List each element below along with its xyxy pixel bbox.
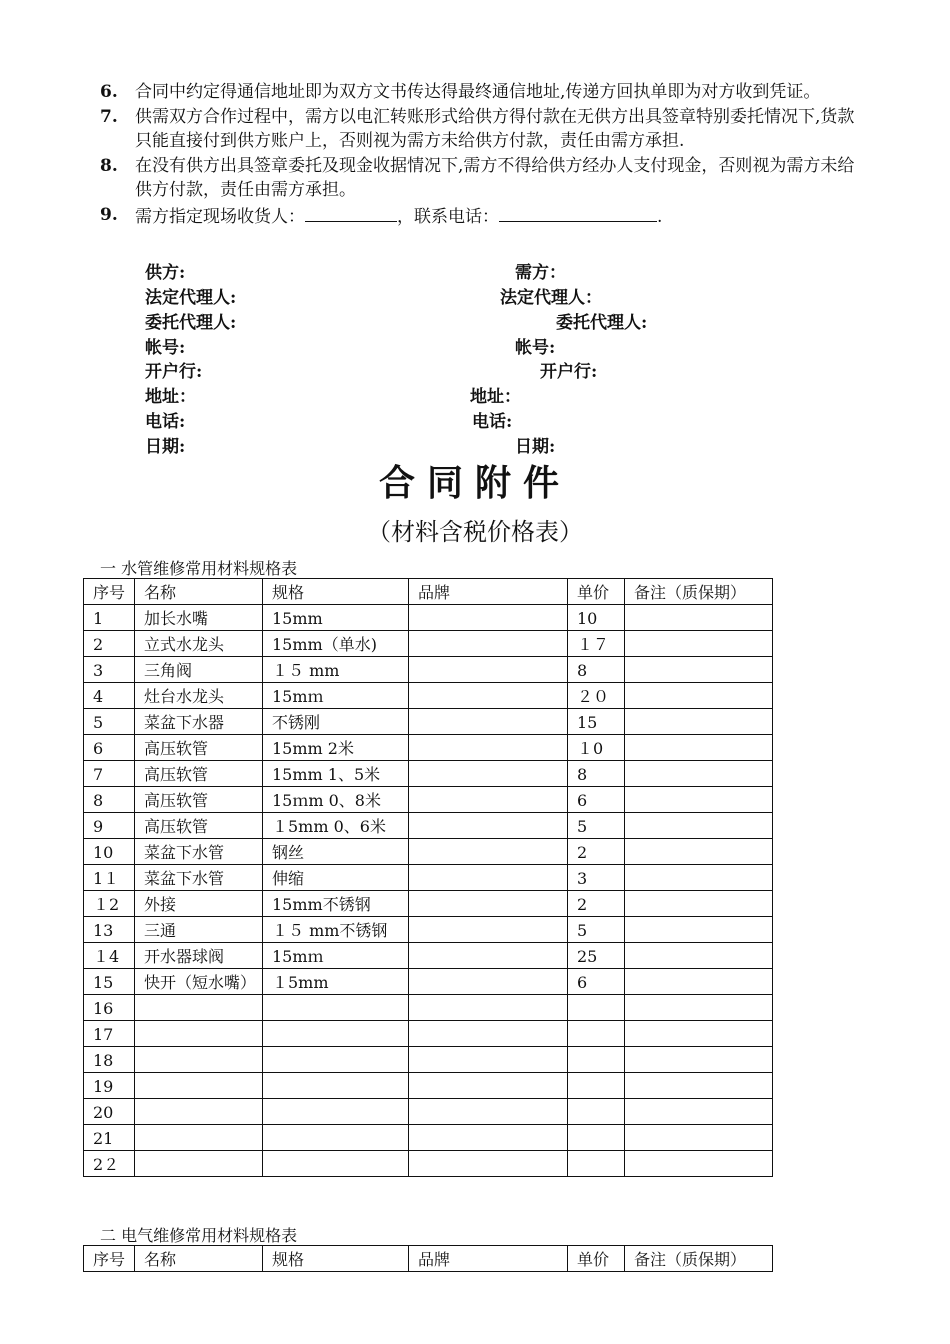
table-row-cell: 2: [568, 891, 625, 917]
table-row-cell: [625, 1047, 773, 1073]
table-row-cell: 3: [84, 657, 135, 683]
table-header: [84, 579, 773, 605]
table-row-cell: [625, 1073, 773, 1099]
supplier-legal-rep: 法定代理人:: [145, 288, 237, 308]
table-row: [84, 839, 773, 865]
table-row-cell: [135, 1125, 263, 1151]
table-row-cell: [135, 995, 263, 1021]
table-row-cell: [409, 631, 568, 657]
clause-text: 在没有供方出具签章委托及现金收据情况下,需方不得给供方经办人支付现金，否则视为需方未给供方付款，责任由需方承担。: [135, 155, 855, 200]
table-row-cell: １７: [568, 631, 625, 657]
table-row-cell: 高压软管: [135, 761, 263, 787]
table-row-cell: 外接: [135, 891, 263, 917]
table-row-cell: [568, 1125, 625, 1151]
table-row-cell: [409, 1047, 568, 1073]
table-row-cell: 18: [84, 1047, 135, 1073]
table-row: [84, 605, 773, 631]
table-row-cell: [409, 1021, 568, 1047]
table-row-cell: [263, 1151, 409, 1177]
receiver-label: 需方指定现场收货人：: [135, 206, 305, 227]
table-header-cell: 名称: [135, 579, 263, 605]
table-row-cell: [625, 657, 773, 683]
table-row-cell: 15mm（单水): [263, 631, 409, 657]
table-row-cell: １4: [84, 943, 135, 969]
table-row-cell: 8: [568, 657, 625, 683]
table-row-cell: 6: [84, 735, 135, 761]
clause-8: [100, 154, 865, 203]
table-row-cell: 4: [84, 683, 135, 709]
table-row: [84, 1099, 773, 1125]
table-row: [84, 865, 773, 891]
supplier-address: 地址：: [145, 387, 196, 407]
table-row: [84, 995, 773, 1021]
supplier-date: 日期:: [145, 437, 186, 457]
table-row-cell: 开水器球阀: [135, 943, 263, 969]
table-row-cell: 不锈刚: [263, 709, 409, 735]
table-header-cell: 品牌: [409, 1246, 568, 1272]
table-header-cell: 单价: [568, 1246, 625, 1272]
table-row-cell: １5mm 0、6米: [263, 813, 409, 839]
table-row-cell: [409, 735, 568, 761]
table-row-cell: 菜盆下水管: [135, 839, 263, 865]
table-row-cell: 15mｍ: [263, 683, 409, 709]
table-row-cell: [135, 1099, 263, 1125]
table-row-cell: 5: [568, 917, 625, 943]
table-row-cell: 5: [568, 813, 625, 839]
table-row-cell: [568, 1151, 625, 1177]
table-row-cell: [568, 995, 625, 1021]
table-row-cell: [625, 917, 773, 943]
table-row-cell: [263, 1125, 409, 1151]
table-row: [84, 1073, 773, 1099]
table-row: [84, 1151, 773, 1177]
supplier-agent: 委托代理人:: [145, 313, 237, 333]
buyer-account: 帐号:: [515, 338, 556, 358]
buyer-bank: 开户行:: [540, 362, 598, 382]
table-row-cell: 高压软管: [135, 813, 263, 839]
table-row-cell: [135, 1073, 263, 1099]
table-row-cell: [409, 761, 568, 787]
table-row-cell: [409, 891, 568, 917]
table-row-cell: [263, 1073, 409, 1099]
supplier-label: 供方:: [145, 263, 186, 283]
clause-end: .: [657, 206, 663, 227]
supplier-phone: 电话:: [145, 412, 186, 432]
supplier-bank: 开户行:: [145, 362, 203, 382]
table-row-cell: [625, 605, 773, 631]
table-row: [84, 1047, 773, 1073]
table-row-cell: [625, 631, 773, 657]
table-row-cell: 15mm 2米: [263, 735, 409, 761]
table-row-cell: 2: [84, 631, 135, 657]
table-row-cell: 2: [568, 839, 625, 865]
phone-blank[interactable]: [499, 203, 657, 222]
table-row: [84, 631, 773, 657]
table-row-cell: 13: [84, 917, 135, 943]
clause-number: 6.: [100, 82, 118, 102]
page-title: 合同附件: [378, 462, 571, 504]
table-row-cell: [409, 865, 568, 891]
table-row-cell: ２０: [568, 683, 625, 709]
clause-text: [135, 203, 865, 230]
table-row-cell: 3: [568, 865, 625, 891]
table-row-cell: [625, 891, 773, 917]
table-row-cell: 16: [84, 995, 135, 1021]
table-row-cell: [625, 787, 773, 813]
table-row-cell: 15mm不锈钢: [263, 891, 409, 917]
table-row-cell: 15mm: [263, 605, 409, 631]
table-row-cell: 菜盆下水管: [135, 865, 263, 891]
table-row-cell: [263, 1099, 409, 1125]
table-header-cell: 品牌: [409, 579, 568, 605]
table-row-cell: 6: [568, 969, 625, 995]
table-header-cell: 规格: [263, 579, 409, 605]
table-row: [84, 969, 773, 995]
table-row-cell: [625, 995, 773, 1021]
table-row-cell: 10: [84, 839, 135, 865]
table-row-cell: [568, 1021, 625, 1047]
table-row-cell: [625, 865, 773, 891]
table-row-cell: 菜盆下水器: [135, 709, 263, 735]
clause-7: [100, 105, 865, 154]
table-row-cell: 15mｍ: [263, 943, 409, 969]
table-row-cell: 19: [84, 1073, 135, 1099]
table-row: [84, 787, 773, 813]
table-header-cell: 序号: [84, 579, 135, 605]
table-row-cell: 高压软管: [135, 735, 263, 761]
table-row-cell: 5: [84, 709, 135, 735]
table-header-cell: 备注（质保期）: [625, 579, 773, 605]
electrical-materials-table: [83, 1245, 773, 1272]
table-row-cell: [568, 1047, 625, 1073]
table-row-cell: １５ mm: [263, 657, 409, 683]
table-row-cell: 21: [84, 1125, 135, 1151]
clause-number: 7.: [100, 106, 118, 127]
table-row-cell: 10: [568, 605, 625, 631]
table-row: [84, 1125, 773, 1151]
table-row-cell: 15ｍm 0、8米: [263, 787, 409, 813]
table-row-cell: [409, 943, 568, 969]
buyer-date: 日期:: [515, 437, 556, 457]
receiver-blank[interactable]: [305, 203, 397, 222]
table-row-cell: [409, 1073, 568, 1099]
table-row-cell: 15: [84, 969, 135, 995]
table-row-cell: [409, 969, 568, 995]
table-row-cell: [625, 969, 773, 995]
table-row-cell: 6: [568, 787, 625, 813]
table-row-cell: [263, 1021, 409, 1047]
table-row-cell: １５ mm不锈钢: [263, 917, 409, 943]
table-row-cell: [568, 1073, 625, 1099]
table-row-cell: 伸缩: [263, 865, 409, 891]
table-row-cell: [263, 1047, 409, 1073]
table-row-cell: [409, 605, 568, 631]
table-row-cell: 加长水嘴: [135, 605, 263, 631]
table-header-cell: 单价: [568, 579, 625, 605]
clause-6: [100, 80, 865, 105]
water-materials-table: [83, 578, 773, 1177]
table-row-cell: [625, 735, 773, 761]
table-row: [84, 761, 773, 787]
supplier-account: 帐号:: [145, 338, 186, 358]
clause-number: 8.: [100, 155, 118, 176]
table-row-cell: 高压软管: [135, 787, 263, 813]
table-row-cell: 钢丝: [263, 839, 409, 865]
table-row-cell: [135, 1021, 263, 1047]
table-row-cell: [409, 1151, 568, 1177]
table-row: [84, 709, 773, 735]
table-header-cell: 备注（质保期）: [625, 1246, 773, 1272]
table-header-cell: 序号: [84, 1246, 135, 1272]
table-row-cell: 8: [84, 787, 135, 813]
table-row-cell: １0: [568, 735, 625, 761]
table-row-cell: [409, 917, 568, 943]
buyer-legal-rep: 法定代理人：: [500, 288, 602, 308]
table-row-cell: [409, 995, 568, 1021]
table-row-cell: 灶台水龙头: [135, 683, 263, 709]
clause-text: 供需双方合作过程中，需方以电汇转账形式给供方得付款在无供方出具签章特别委托情况下,货款只能直接付到供方账户上，否则视为需方未给供方付款，责任由需方承担.: [135, 106, 855, 151]
buyer-label: 需方：: [515, 263, 566, 283]
clause-text: 合同中约定得通信地址即为双方文书传达得最终通信地址,传递方回执单即为对方收到凭证。: [135, 82, 821, 102]
table-row-cell: [625, 1151, 773, 1177]
buyer-phone: 电话:: [472, 412, 513, 432]
table-row: [84, 657, 773, 683]
table-row-cell: [409, 787, 568, 813]
table-row-cell: [409, 683, 568, 709]
table-row-cell: 立式水龙头: [135, 631, 263, 657]
table-row-cell: [625, 1125, 773, 1151]
table-row-cell: 1１: [84, 865, 135, 891]
buyer-address: 地址：: [470, 387, 521, 407]
clause-number: 9.: [100, 204, 118, 225]
clause-9: [100, 203, 865, 230]
section-2-title: 二 电气维修常用材料规格表: [100, 1226, 298, 1245]
table-row-cell: [409, 813, 568, 839]
table-row-cell: 17: [84, 1021, 135, 1047]
table-row-cell: [409, 1125, 568, 1151]
table-row-cell: [409, 657, 568, 683]
page-subtitle: （材料含税价格表）: [367, 518, 583, 546]
table-row-cell: １2: [84, 891, 135, 917]
table-row: [84, 917, 773, 943]
table-row-cell: [625, 761, 773, 787]
table-row-cell: 三通: [135, 917, 263, 943]
table-row-cell: [625, 1099, 773, 1125]
table-row-cell: [135, 1151, 263, 1177]
table-row: [84, 735, 773, 761]
table-row-cell: 25: [568, 943, 625, 969]
table-row-cell: 15: [568, 709, 625, 735]
table-row: [84, 1021, 773, 1047]
table-row-cell: [409, 1099, 568, 1125]
table-row-cell: 20: [84, 1099, 135, 1125]
table-row-cell: [625, 709, 773, 735]
table-row-cell: 7: [84, 761, 135, 787]
table-row-cell: 2２: [84, 1151, 135, 1177]
table-row-cell: [625, 1021, 773, 1047]
table-row: [84, 683, 773, 709]
table-row-cell: 快开（短水嘴）: [135, 969, 263, 995]
table-row-cell: 15mm 1、5米: [263, 761, 409, 787]
table-header: [84, 1246, 773, 1272]
table-row-cell: [625, 839, 773, 865]
table-row-cell: 9: [84, 813, 135, 839]
table-row-cell: [625, 813, 773, 839]
table-row-cell: [409, 709, 568, 735]
table-row: [84, 891, 773, 917]
table-row-cell: [625, 683, 773, 709]
table-header-cell: 规格: [263, 1246, 409, 1272]
phone-label: ，联系电话：: [397, 206, 499, 227]
table-row: [84, 813, 773, 839]
table-row-cell: 8: [568, 761, 625, 787]
table-header-cell: 名称: [135, 1246, 263, 1272]
table-row-cell: [263, 995, 409, 1021]
table-row-cell: [625, 943, 773, 969]
table-row: [84, 943, 773, 969]
table-row-cell: [568, 1099, 625, 1125]
section-1-title: 一 水管维修常用材料规格表: [100, 559, 298, 578]
table-row-cell: [135, 1047, 263, 1073]
table-row-cell: 三角阀: [135, 657, 263, 683]
buyer-agent: 委托代理人:: [556, 313, 648, 333]
table-row-cell: [409, 839, 568, 865]
table-row-cell: １5mm: [263, 969, 409, 995]
contract-clauses: [100, 80, 865, 229]
table-row-cell: 1: [84, 605, 135, 631]
